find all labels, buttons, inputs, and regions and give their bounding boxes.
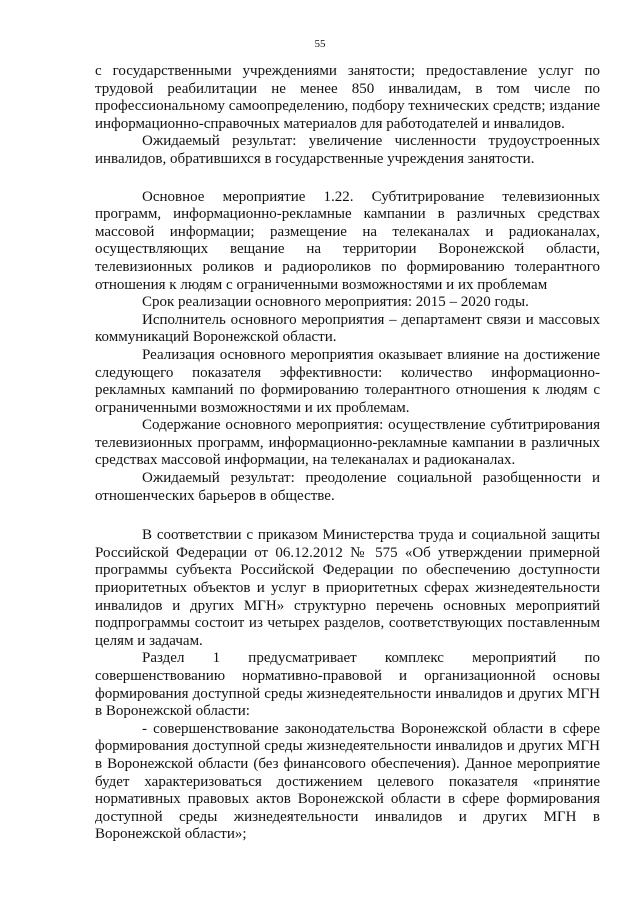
paragraph-section-1: Раздел 1 предусматривает комплекс мероприятий по совершенствованию нормативно-правовой и организационной основы формирования доступной среды жизнедеятельности инвалидов и других МГН в Воронежской области: bbox=[95, 650, 600, 720]
section-gap bbox=[95, 169, 600, 189]
paragraph-expected-result-2: Ожидаемый результат: преодоление социальной разобщенности и отношенческих барьеров в обществе. bbox=[95, 470, 600, 504]
paragraph-implementation-period: Срок реализации основного мероприятия: 2015 – 2020 годы. bbox=[142, 294, 529, 311]
page-number: 55 bbox=[314, 38, 326, 50]
paragraph-continuation: с государственными учреждениями занятости; предоставление услуг по трудовой реабилитации не менее 850 инвалидам, в том числе по профессиональному самоопределению, подбору технических средств; издание информационно-справочных материалов для работодателей и инвалидов. bbox=[95, 63, 600, 132]
section-gap bbox=[95, 505, 600, 527]
paragraph-content: Содержание основного мероприятия: осуществление субтитрирования телевизионных программ, информационно-рекламные кампании в различных средствах массовой информации, на телеканалах и радиоканалах. bbox=[95, 417, 600, 469]
paragraph-ministry-order: В соответствии с приказом Министерства труда и социальной защиты Российской Федерации от 06.12.2012 № 575 «Об утверждении примерной программы субъекта Российской Федерации по обеспечению доступности приоритетных объектов и услуг в приоритетных сферах жизнедеятельности инвалидов и других МГН» структурно перечень основных мероприятий подпрограммы состоит из четырех разделов, соответствующих поставленным целям и задачам. bbox=[95, 527, 600, 649]
document-body bbox=[95, 63, 600, 844]
paragraph-legislation-item: - совершенствование законодательства Воронежской области в сфере формирования доступной среды жизнедеятельности инвалидов и других МГН в Воронежской области (без финансового обеспечения). Данное мероприятие будет характеризоваться достижением целевого показателя «принятие нормативных правовых актов Воронежской области в сфере формирования доступной среды жизнедеятельности инвалидов и других МГН в Воронежской области»; bbox=[95, 720, 600, 843]
paragraph-executor: Исполнитель основного мероприятия – департамент связи и массовых коммуникаций Воронежской области. bbox=[95, 311, 600, 346]
paragraph-impact: Реализация основного мероприятия оказывает влияние на достижение следующего показателя эффективности: количество информационно-рекламных кампаний по формированию толерантного отношения к людям с ограниченными возможностями и их проблемам. bbox=[95, 346, 600, 416]
paragraph-main-activity-1-22: Основное мероприятие 1.22. Субтитрирование телевизионных программ, информационно-рекламные кампании в различных средствах массовой информации; размещение на телеканалах и радиоканалах, осуществляющих вещание на территории Воронежской области, телевизионных роликов и радиороликов по формированию толерантного отношения к людям с ограниченными возможностями и их проблемам bbox=[95, 188, 600, 293]
paragraph-expected-result: Ожидаемый результат: увеличение численности трудоустроенных инвалидов, обратившихся в государственные учреждения занятости. bbox=[95, 133, 600, 167]
